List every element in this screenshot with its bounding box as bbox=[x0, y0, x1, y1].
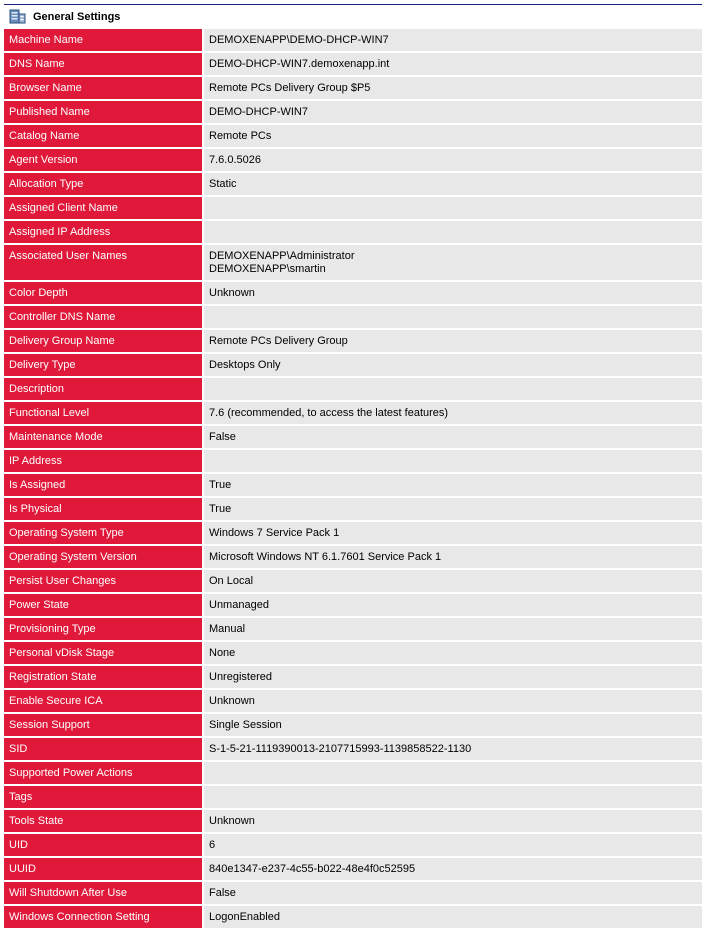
table-row bbox=[4, 882, 702, 904]
row-value bbox=[204, 426, 702, 448]
row-label: UID bbox=[4, 834, 202, 856]
row-label: Agent Version bbox=[4, 149, 202, 171]
row-value-line: Unknown bbox=[209, 695, 255, 707]
row-value-line: Microsoft Windows NT 6.1.7601 Service Pack 1 bbox=[209, 551, 442, 563]
row-label: Tools State bbox=[4, 810, 202, 832]
row-value bbox=[204, 101, 702, 123]
row-value-line: Desktops Only bbox=[209, 359, 281, 371]
row-label: Associated User Names bbox=[4, 245, 202, 280]
row-label: Tags bbox=[4, 786, 202, 808]
row-value bbox=[204, 402, 702, 424]
table-row bbox=[4, 245, 702, 280]
row-label: Operating System Version bbox=[4, 546, 202, 568]
row-value-line: 7.6.0.5026 bbox=[209, 154, 261, 166]
row-value bbox=[204, 858, 702, 880]
settings-table bbox=[4, 29, 702, 930]
table-row bbox=[4, 197, 702, 219]
row-value-line: 7.6 (recommended, to access the latest features) bbox=[209, 407, 449, 419]
table-row bbox=[4, 810, 702, 832]
row-label: Registration State bbox=[4, 666, 202, 688]
section-header bbox=[4, 4, 702, 29]
row-value bbox=[204, 378, 702, 400]
row-label: Catalog Name bbox=[4, 125, 202, 147]
row-label: Is Physical bbox=[4, 498, 202, 520]
table-row bbox=[4, 690, 702, 712]
row-label: Controller DNS Name bbox=[4, 306, 202, 328]
table-row bbox=[4, 426, 702, 448]
row-label: Assigned Client Name bbox=[4, 197, 202, 219]
row-value bbox=[204, 690, 702, 712]
row-value bbox=[204, 786, 702, 808]
row-value bbox=[204, 570, 702, 592]
row-value-line: Unknown bbox=[209, 287, 255, 299]
row-value bbox=[204, 810, 702, 832]
table-row bbox=[4, 354, 702, 376]
table-row bbox=[4, 173, 702, 195]
table-row bbox=[4, 546, 702, 568]
row-value bbox=[204, 498, 702, 520]
row-value bbox=[204, 245, 702, 280]
row-label: Functional Level bbox=[4, 402, 202, 424]
row-value bbox=[204, 282, 702, 304]
table-row bbox=[4, 402, 702, 424]
row-value bbox=[204, 642, 702, 664]
table-row bbox=[4, 570, 702, 592]
row-value bbox=[204, 149, 702, 171]
table-row bbox=[4, 101, 702, 123]
row-value-line: DEMOXENAPP\smartin bbox=[209, 263, 326, 275]
row-value bbox=[204, 77, 702, 99]
row-value-line: None bbox=[209, 647, 236, 659]
row-label: Delivery Group Name bbox=[4, 330, 202, 352]
table-row bbox=[4, 306, 702, 328]
row-value-line: True bbox=[209, 479, 232, 491]
table-row bbox=[4, 762, 702, 784]
row-value bbox=[204, 125, 702, 147]
row-value bbox=[204, 762, 702, 784]
row-value bbox=[204, 522, 702, 544]
row-label: Will Shutdown After Use bbox=[4, 882, 202, 904]
table-row bbox=[4, 474, 702, 496]
table-row bbox=[4, 77, 702, 99]
row-value-line: DEMO-DHCP-WIN7.demoxenapp.int bbox=[209, 58, 390, 70]
table-row bbox=[4, 53, 702, 75]
row-value bbox=[204, 173, 702, 195]
row-value bbox=[204, 618, 702, 640]
row-value-line: Remote PCs Delivery Group bbox=[209, 335, 348, 347]
row-label: Windows Connection Setting bbox=[4, 906, 202, 928]
row-value-line: Remote PCs Delivery Group $P5 bbox=[209, 82, 371, 94]
table-row bbox=[4, 221, 702, 243]
table-row bbox=[4, 714, 702, 736]
table-row bbox=[4, 738, 702, 760]
row-value-line: Unknown bbox=[209, 815, 255, 827]
table-row bbox=[4, 666, 702, 688]
row-value-line: Manual bbox=[209, 623, 246, 635]
row-value-line: S-1-5-21-1119390013-2107715993-1139858522-1130 bbox=[209, 743, 472, 755]
row-label: Session Support bbox=[4, 714, 202, 736]
row-value bbox=[204, 354, 702, 376]
table-row bbox=[4, 642, 702, 664]
table-row bbox=[4, 906, 702, 928]
row-value bbox=[204, 450, 702, 472]
row-value bbox=[204, 29, 702, 51]
row-value-line: Remote PCs bbox=[209, 130, 272, 142]
row-value bbox=[204, 546, 702, 568]
row-value-line: LogonEnabled bbox=[209, 911, 280, 923]
table-row bbox=[4, 378, 702, 400]
row-value-line: DEMOXENAPP\DEMO-DHCP-WIN7 bbox=[209, 34, 389, 46]
table-row bbox=[4, 29, 702, 51]
row-value bbox=[204, 834, 702, 856]
table-row bbox=[4, 498, 702, 520]
row-label: DNS Name bbox=[4, 53, 202, 75]
row-value-line: Unmanaged bbox=[209, 599, 269, 611]
row-label: Delivery Type bbox=[4, 354, 202, 376]
row-value-line: DEMO-DHCP-WIN7 bbox=[209, 106, 308, 118]
row-value-line: 6 bbox=[209, 839, 216, 851]
table-row bbox=[4, 834, 702, 856]
row-value bbox=[204, 53, 702, 75]
row-label: Allocation Type bbox=[4, 173, 202, 195]
row-label: Operating System Type bbox=[4, 522, 202, 544]
row-value-line: False bbox=[209, 431, 236, 443]
row-label: Is Assigned bbox=[4, 474, 202, 496]
row-label: Provisioning Type bbox=[4, 618, 202, 640]
table-row bbox=[4, 594, 702, 616]
row-label: Published Name bbox=[4, 101, 202, 123]
row-value-line: False bbox=[209, 887, 236, 899]
row-value-line: Unregistered bbox=[209, 671, 272, 683]
table-row bbox=[4, 125, 702, 147]
table-row bbox=[4, 618, 702, 640]
row-value-line: On Local bbox=[209, 575, 254, 587]
row-label: Browser Name bbox=[4, 77, 202, 99]
row-value bbox=[204, 906, 702, 928]
row-label: Color Depth bbox=[4, 282, 202, 304]
row-value bbox=[204, 882, 702, 904]
row-label: Supported Power Actions bbox=[4, 762, 202, 784]
row-value bbox=[204, 714, 702, 736]
row-label: SID bbox=[4, 738, 202, 760]
row-label: Maintenance Mode bbox=[4, 426, 202, 448]
table-row bbox=[4, 786, 702, 808]
table-row bbox=[4, 522, 702, 544]
section-title: General Settings bbox=[33, 11, 121, 23]
row-label: UUID bbox=[4, 858, 202, 880]
row-label: Enable Secure ICA bbox=[4, 690, 202, 712]
server-settings-icon bbox=[9, 8, 26, 25]
row-label: Personal vDisk Stage bbox=[4, 642, 202, 664]
row-value-line: True bbox=[209, 503, 232, 515]
row-value bbox=[204, 594, 702, 616]
row-value-line: Static bbox=[209, 178, 237, 190]
row-label: Power State bbox=[4, 594, 202, 616]
table-row bbox=[4, 450, 702, 472]
row-value bbox=[204, 197, 702, 219]
row-value bbox=[204, 330, 702, 352]
row-value-line: 840e1347-e237-4c55-b022-48e4f0c52595 bbox=[209, 863, 416, 875]
row-label: Description bbox=[4, 378, 202, 400]
table-row bbox=[4, 282, 702, 304]
table-row bbox=[4, 330, 702, 352]
row-label: Persist User Changes bbox=[4, 570, 202, 592]
table-row bbox=[4, 858, 702, 880]
row-value-line: Single Session bbox=[209, 719, 282, 731]
row-label: Assigned IP Address bbox=[4, 221, 202, 243]
row-value bbox=[204, 666, 702, 688]
row-value bbox=[204, 306, 702, 328]
table-row bbox=[4, 149, 702, 171]
row-label: IP Address bbox=[4, 450, 202, 472]
row-value bbox=[204, 221, 702, 243]
row-value-line: Windows 7 Service Pack 1 bbox=[209, 527, 340, 539]
row-value bbox=[204, 474, 702, 496]
row-value-line: DEMOXENAPP\Administrator bbox=[209, 250, 355, 262]
row-value bbox=[204, 738, 702, 760]
row-label: Machine Name bbox=[4, 29, 202, 51]
